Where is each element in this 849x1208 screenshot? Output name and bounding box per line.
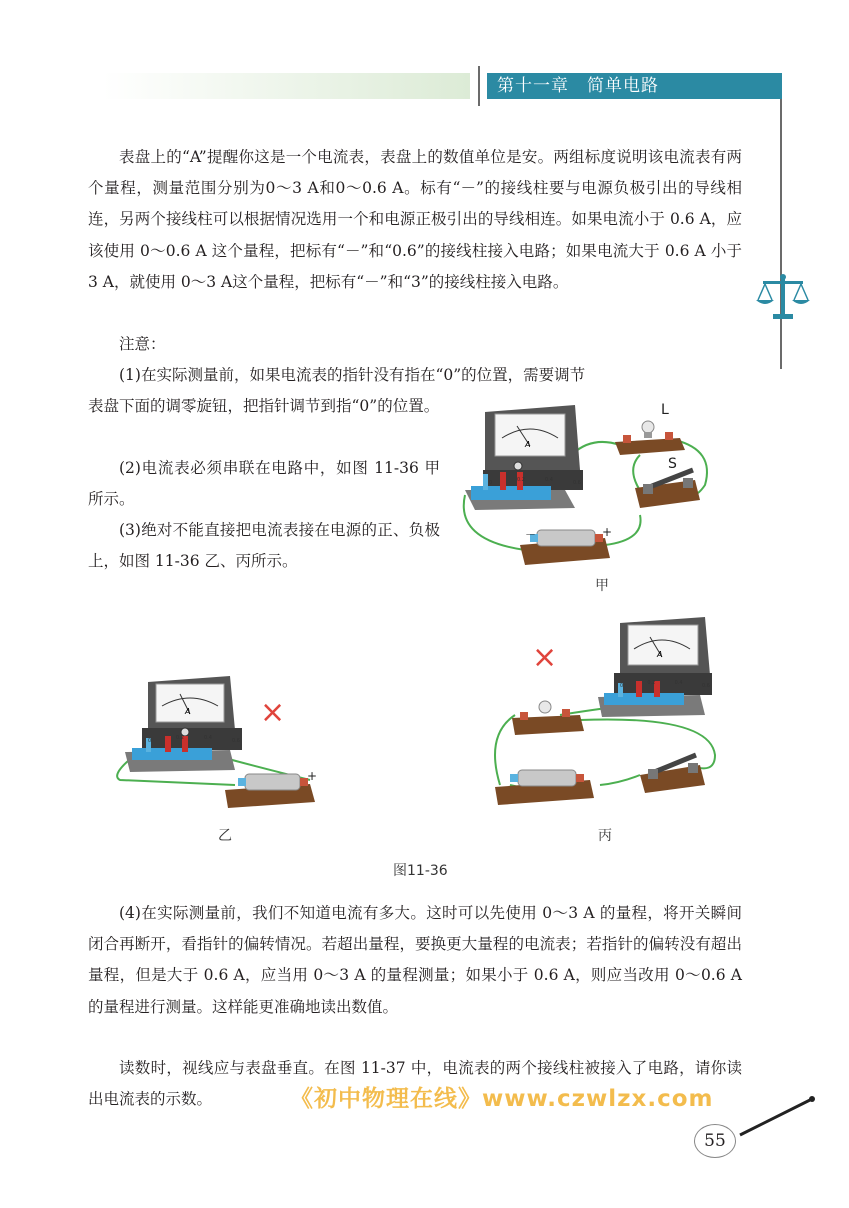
battery-plus: + [307, 769, 318, 783]
zero-adjust-knob [514, 462, 522, 470]
meter-unit-label: A [185, 707, 191, 716]
page-number: 55 [694, 1124, 736, 1158]
meter-tick-label: 0.6 [232, 738, 240, 744]
paragraph-reading: 读数时，视线应与表盘垂直。在图 11-37 中，电流表的两个接线柱被接入了电路，请你读出电流表的示数。 [88, 1059, 742, 1109]
meter-unit-label: A [657, 650, 663, 659]
battery-board [495, 770, 594, 805]
meter-tick-label: 0.2 [647, 680, 656, 686]
wire [580, 719, 715, 768]
figure-yi-circuit [110, 670, 335, 810]
battery-minus: － [525, 528, 536, 541]
caption-yi: 乙 [218, 828, 232, 844]
note-label: 注意： [119, 335, 166, 353]
note-1-line1: (1)在实际测量前，如果电流表的指针没有指在“0”的位置，需要调节 [119, 366, 586, 384]
balance-scale-icon [755, 272, 811, 324]
header-gradient-bar [103, 73, 470, 99]
meter-tick-label: 0.6 [702, 683, 710, 689]
watermark-text: 《初中物理在线》www.czwlzx.com [290, 1086, 714, 1112]
battery-plus: + [602, 525, 613, 539]
caption-bing: 丙 [598, 828, 612, 844]
meter-tick-label: 0.4 [545, 477, 553, 483]
meter-tick-label: 0 [489, 480, 493, 486]
battery-board [225, 769, 317, 808]
battery-board [520, 525, 612, 565]
switch-board [640, 755, 705, 793]
note-4: (4)在实际测量前，我们不知道电流有多大。这时可以先使用 0～3 A 的量程，将开关瞬间闭合再断开，看指针的偏转情况。若超出量程，要换更大量程的电流表；若指针的偏转没有超出量程，但是大于 0.6 A，应当用 0～3 A 的量程测量；如果小于 0.6 A，则应当改用 0～0.6 A 的量程进行测量。这样能更准确地读出数值。 [88, 904, 742, 1016]
meter-tick-label: 0.4 [674, 680, 683, 686]
note-2: (2)电流表必须串联在电路中，如图 11-36 甲所示。 [88, 459, 440, 509]
figure-jia-circuit [455, 400, 720, 575]
figure-bing-circuit [490, 615, 725, 810]
note-3: (3)绝对不能直接把电流表接在电源的正、负极上，如图 11-36 乙、丙所示。 [88, 521, 440, 571]
note-1-rest: 表盘下面的调零旋钮，把指针调节到指“0”的位置。 [88, 397, 440, 415]
lamp-board [512, 701, 584, 735]
chapter-title: 第十一章 简单电路 [497, 76, 659, 96]
ammeter [598, 617, 712, 717]
header-divider [478, 66, 480, 106]
wrong-mark-yi: × [260, 695, 286, 730]
wire [600, 775, 640, 785]
lamp-board [615, 402, 685, 455]
figure-caption: 图11-36 [393, 863, 448, 879]
lamp-label: L [661, 402, 669, 418]
meter-tick-label: 0 [620, 683, 624, 689]
caption-jia: 甲 [595, 578, 609, 594]
meter-tick-label: 0.2 [517, 477, 525, 483]
switch-label: S [668, 456, 677, 472]
meter-tick-label: 0 [148, 738, 152, 744]
meter-tick-label: 0.6 [573, 480, 581, 486]
wrong-mark-bing: × [532, 640, 558, 675]
meter-unit-label: A [525, 440, 531, 449]
switch-board [635, 456, 700, 508]
ammeter [465, 405, 583, 510]
margin-rule [780, 99, 782, 369]
meter-tick-label: 0.4 [204, 735, 212, 741]
ammeter [125, 676, 242, 772]
paragraph-ammeter-scales: 表盘上的“A”提醒你这是一个电流表，表盘上的数值单位是安。两组标度说明该电流表有两个量程，测量范围分别为0～3 A和0～0.6 A。标有“－”的接线柱要与电源负极引出的导线相连，另两个接线柱可以根据情况选用一个和电源正极引出的导线相连。如果电流小于 0.6 A，应该使用 0～0.6 A 这个量程，把标有“－”和“0.6”的接线柱接入电路；如果电流大于 0.6 A 小于 3 A，就使用 0～3 A这个量程，把标有“－”和“3”的接线柱接入电路。 [88, 148, 742, 291]
meter-tick-label: 0.2 [176, 735, 184, 741]
